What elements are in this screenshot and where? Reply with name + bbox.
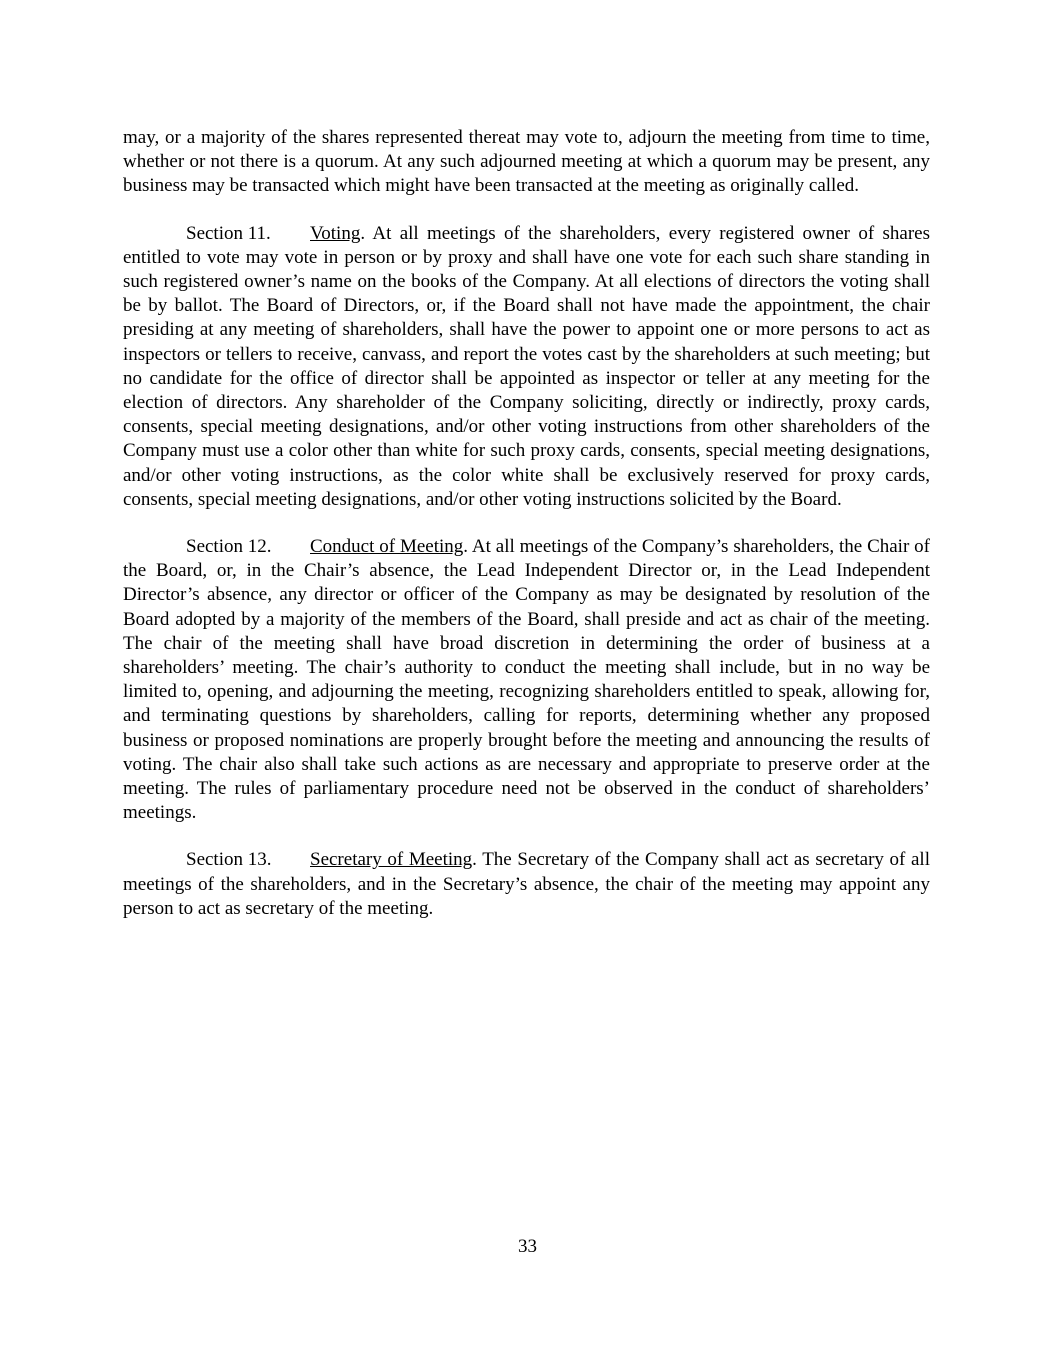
section-12-heading: Conduct of Meeting	[310, 536, 464, 558]
continuation-paragraph: may, or a majority of the shares represented thereat may vote to, adjourn the meeting from time to time, whether or not there is a quorum. At any such adjourned meeting at which a quorum may be present, any business may be transacted which might have been transacted at the meeting as originally called.	[123, 127, 930, 197]
section-12-paragraph	[123, 535, 930, 825]
section-13-body: . The Secretary of the Company shall act as secretary of all meetings of the shareholders, and in the Secretary’s absence, the chair of the meeting may appoint any person to act as secretary of the meeting.	[123, 849, 930, 919]
document-page	[123, 126, 930, 944]
section-12-label: Section 12.	[186, 536, 272, 558]
section-13-label: Section 13.	[186, 849, 272, 871]
section-11-heading: Voting	[310, 222, 361, 244]
section-13-heading: Secretary of Meeting	[310, 849, 473, 871]
section-11-label: Section 11.	[186, 222, 271, 244]
section-12-body: . At all meetings of the Company’s shareholders, the Chair of the Board, or, in the Chair’s absence, the Lead Independent Director or, in the Lead Independent Director’s absence, any director or officer of the Company as may be designated by resolution of the Board adopted by a majority of the members of the Board, shall preside and act as chair of the meeting. The chair of the meeting shall have broad discretion in determining the order of business at a shareholders’ meeting. The chair’s authority to conduct the meeting shall include, but in no way be limited to, opening, and adjourning the meeting, recognizing shareholders entitled to speak, allowing for, and terminating questions by shareholders, calling for reports, determining whether any proposed business or proposed nominations are properly brought before the meeting and announcing the results of voting. The chair also shall take such actions as are necessary and appropriate to preserve order at the meeting. The rules of parliamentary procedure need not be observed in the conduct of shareholders’ meetings.	[123, 536, 930, 824]
section-13-paragraph	[123, 848, 930, 921]
section-11-body: . At all meetings of the shareholders, every registered owner of shares entitled to vote may vote in person or by proxy and shall have one vote for each such share standing in such registered owner’s name on the books of the Company. At all elections of directors the voting shall be by ballot. The Board of Directors, or, if the Board shall not have made the appointment, the chair presiding at any meeting of shareholders, shall have the power to appoint one or more persons to act as inspectors or tellers to receive, canvass, and report the votes cast by the shareholders at such meeting; but no candidate for the office of director shall be appointed as inspector or teller at any meeting for the election of directors. Any shareholder of the Company soliciting, directly or indirectly, proxy cards, consents, special meeting designations, and/or other voting instructions from other shareholders of the Company must use a color other than white for such proxy cards, consents, special meeting designations, and/or other voting instructions, as the color white shall be exclusively reserved for proxy cards, consents, special meeting designations, and/or other voting instructions solicited by the Board.	[123, 222, 930, 510]
page-number: 33	[518, 1236, 537, 1257]
section-11-paragraph	[123, 222, 930, 512]
